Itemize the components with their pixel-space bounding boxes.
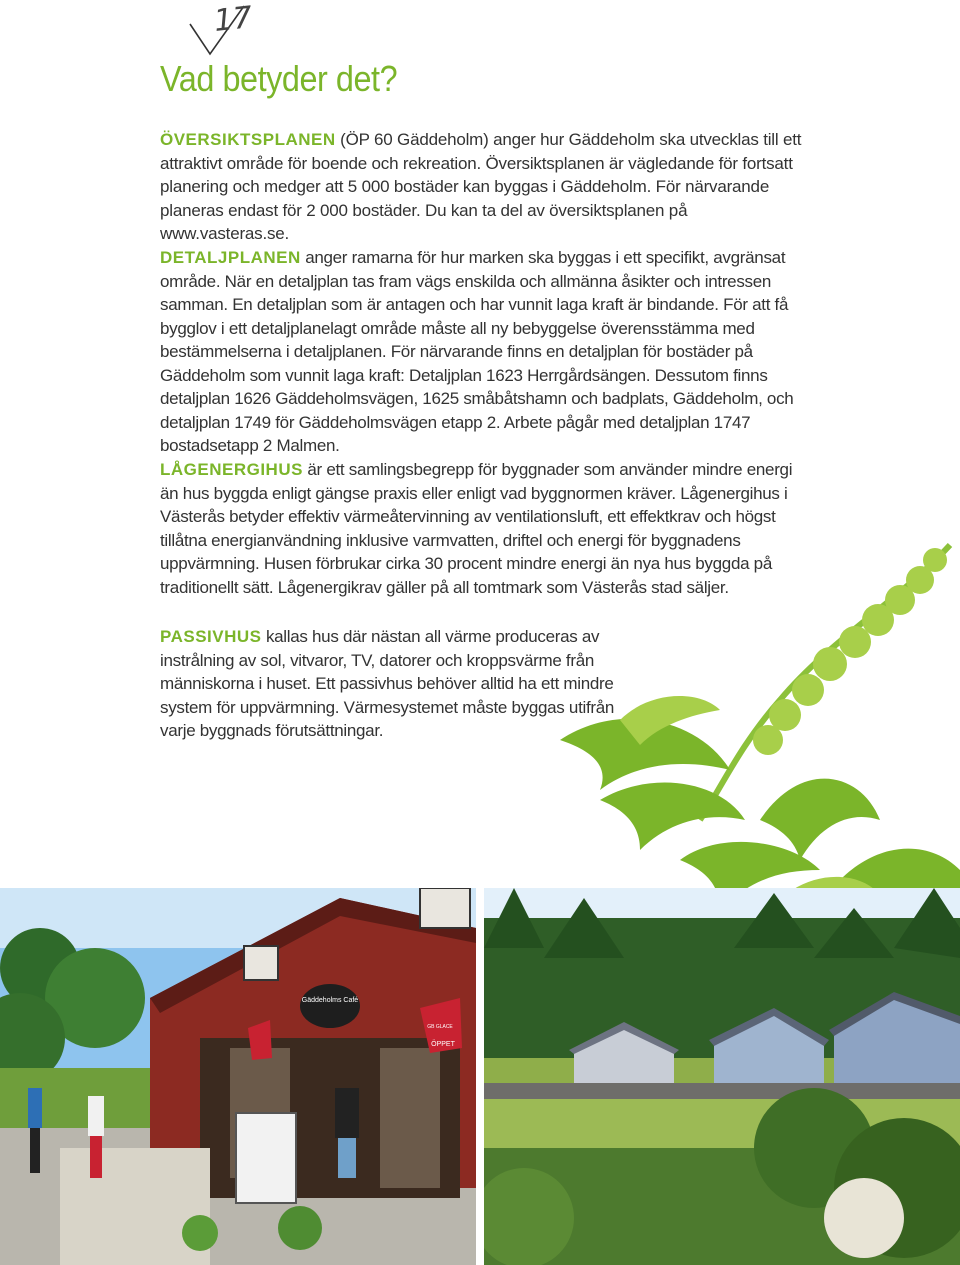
page-number: [188, 2, 258, 62]
section-term: PASSIVHUS: [160, 627, 262, 646]
section-detaljplanen: [160, 246, 810, 458]
page-title: Vad betyder det?: [160, 58, 398, 99]
photo-houses: [484, 888, 960, 1265]
page-number-text: 17: [212, 0, 254, 39]
cafe-sign-text: Gäddeholms Café: [301, 997, 359, 1004]
photo-cafe: [0, 888, 476, 1265]
section-text: anger ramarna för hur marken ska byggas i ett specifikt, avgränsat område. När en detaljplan tas fram vägs enskilda och allmänna åsikter och intressen samman. En detaljplan som är antagen och har vunnit laga kraft är bindande. För att få bygglov i ett detaljplanelagt område måste all ny bebyggelse överensstämma med bestämmelserna i detaljplanen. För närvarande finns en detaljplan för bostäder på Gäddeholm som vunnit laga kraft: Detaljplan 1623 Herrgårdsängen. Dessutom finns detaljplan 1626 Gäddeholmsvägen, 1625 småbåtshamn och badplats, Gäddeholm, och detaljplan 1749 för Gäddeholmsvägen etapp 2. Arbete pågår med detaljplan 1747 bostadsetapp 2 Malmen.: [160, 248, 794, 455]
section-passivhus: [160, 625, 620, 743]
section-term: DETALJPLANEN: [160, 248, 301, 267]
brand-text: GB GLACE: [427, 1024, 453, 1030]
section-oversiktsplanen: [160, 128, 820, 246]
flag-text: ÖPPET: [431, 1041, 455, 1048]
section-text: är ett samlingsbegrepp för byggnader som använder mindre energi än hus byggda enligt gängse praxis eller enligt vad byggnormen kräver. Lågenergihus i Västerås betyder effektiv värmeåtervinning av ventilationsluft, ett effektkrav och högst tillåtna energianvändning inklusive varmvatten, driftel och energi för byggnadens uppvärmning. Husen förbrukar cirka 30 procent mindre energi än nya hus byggda på traditionellt sätt. Lågenergikrav gäller på all tomtmark som Västerås stad säljer.: [160, 460, 793, 597]
section-text: kallas hus där nästan all värme produceras av instrålning av sol, vitvaror, TV, datorer och kroppsvärme från människorna i huset. Ett passivhus behöver alltid ha ett mindre system för uppvärmning. Värmesystemet måste byggas utifrån varje byggnads förutsättningar.: [160, 627, 615, 740]
section-term: ÖVERSIKTSPLANEN: [160, 130, 336, 149]
section-lagenergihus: [160, 458, 810, 599]
section-text: (ÖP 60 Gäddeholm) anger hur Gäddeholm ska utvecklas till ett attraktivt område för boende och rekreation. Översiktsplanen är vägledande för fortsatt planering och medger att 5 000 bostäder kan byggas i Gäddeholm. För närvarande planeras endast för 2 000 bostäder. Du kan ta del av översiktsplanen på www.vasteras.se.: [160, 130, 802, 243]
section-term: LÅGENERGIHUS: [160, 460, 303, 479]
